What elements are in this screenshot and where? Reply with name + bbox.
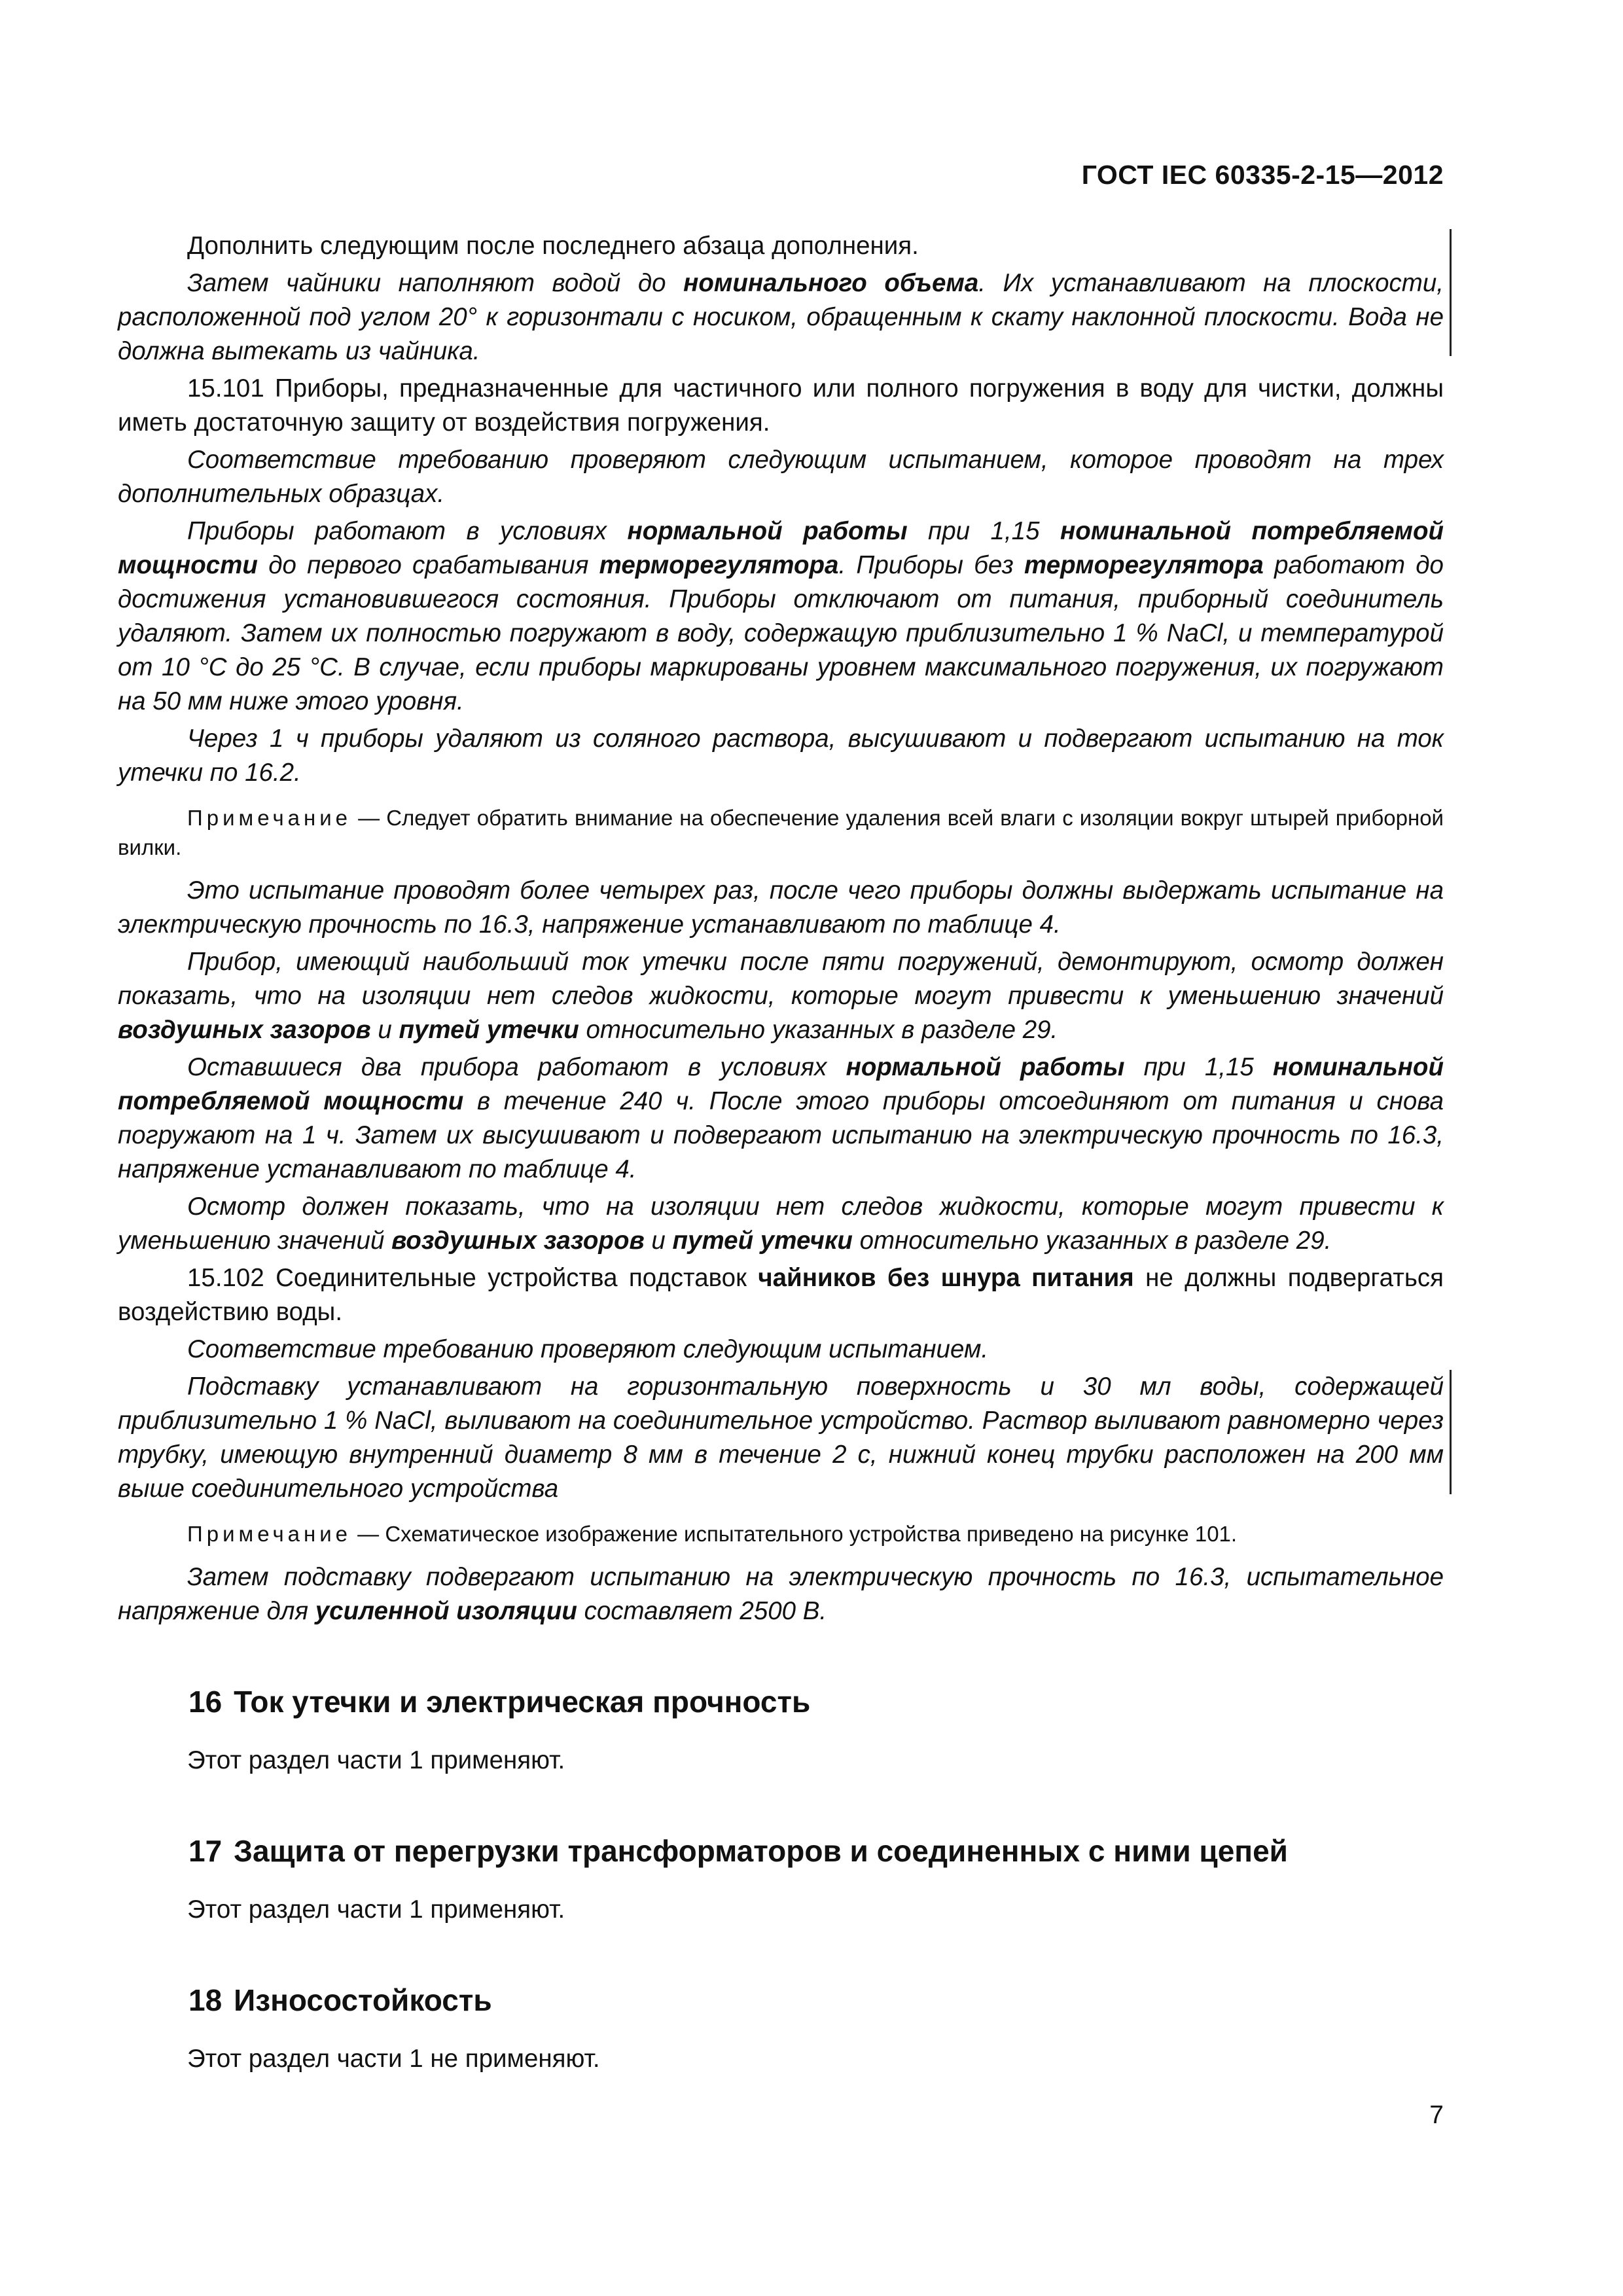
paragraph-disassembly: Прибор, имеющий наибольший ток утечки после пяти погружений, демонтируют, осмотр должен показать, что на изоляции нет следов жидкости, которые могут привести к уменьшению значений воздушных зазоров и путей утечки относительно указанных в разделе 29.: [118, 948, 1444, 1044]
section-16-text: Этот раздел части 1 применяют.: [187, 1746, 565, 1774]
clause-15-102: 15.102 Соединительные устройства подставок чайников без шнура питания не должны подвергаться воздействию воды.: [118, 1264, 1444, 1326]
paragraph-stand-test: Подставку устанавливают на горизонтальную поверхность и 30 мл воды, содержащей приблизительно 1 % NaCl, выливают на соединительное устройство. Раствор выливают равномерно через трубку, имеющую внутренний диаметр 8 мм в течение 2 с, нижний конец трубки расположен на 200 мм выше соединительного устройства: [118, 1372, 1444, 1503]
standard-code-header: ГОСТ IEC 60335-2-15—2012: [1081, 160, 1444, 190]
paragraph-remaining-appliances: Оставшиеся два прибора работают в условиях нормальной работы при 1,15 номинальной потребляемой мощности в течение 240 ч. После этого приборы отсоединяют от питания и снова погружают на 1 ч. Затем их высушивают и подвергают испытанию на электрическую прочность по 16.3, напряжение устанавливают по таблице 4.: [118, 1053, 1444, 1183]
paragraph-compliance-check-2: Соответствие требованию проверяют следующим испытанием.: [187, 1335, 989, 1363]
paragraph-addition-intro: Дополнить следующим после последнего абзаца дополнения.: [187, 232, 919, 260]
section-18-heading: 18 Износостойкость: [188, 1983, 492, 2017]
paragraph-operating-conditions: Приборы работают в условиях нормальной работы при 1,15 номинальной потребляемой мощности до первого срабатывания терморегулятора. Приборы без терморегулятора работают до достижения установившегося состояния. Приборы отключают от питания, приборный соединитель удаляют. Затем их полностью погружают в воду, содержащую приблизительно 1 % NaCl, и температурой от 10 °С до 25 °С. В случае, если приборы маркированы уровнем максимального погружения, их погружают на 50 мм ниже этого уровня.: [118, 517, 1444, 715]
paragraph-salt-removal: Через 1 ч приборы удаляют из соляного раствора, высушивают и подвергают испытанию на ток утечки по 16.2.: [118, 725, 1444, 787]
page-number: 7: [1429, 2101, 1444, 2129]
change-bar: [1450, 229, 1452, 356]
note-1: Примечание — Следует обратить внимание на обеспечение удаления всей влаги с изоляции вокруг штырей приборной вилки.: [118, 806, 1444, 859]
paragraph-inspection: Осмотр должен показать, что на изоляции нет следов жидкости, которые могут привести к уменьшению значений воздушных зазоров и путей утечки относительно указанных в разделе 29.: [118, 1193, 1444, 1255]
section-17-text: Этот раздел части 1 применяют.: [187, 1895, 565, 1924]
note-label: Примечание: [187, 1522, 352, 1546]
note-2: Примечание — Схематическое изображение испытательного устройства приведено на рисунке 101.: [187, 1522, 1238, 1546]
paragraph-compliance-check: Соответствие требованию проверяют следующим испытанием, которое проводят на трех дополнительных образцах.: [118, 446, 1444, 508]
section-18-text: Этот раздел части 1 не применяют.: [187, 2045, 600, 2073]
change-bar: [1450, 1370, 1452, 1494]
paragraph-repeat-test: Это испытание проводят более четырех раз, после чего приборы должны выдержать испытание на электрическую прочность по 16.3, напряжение устанавливают по таблице 4.: [118, 876, 1444, 939]
section-17-heading: 17 Защита от перегрузки трансформаторов и соединенных с ними цепей: [188, 1834, 1288, 1868]
amended-block-1: [118, 229, 1444, 368]
note-label: Примечание: [187, 806, 352, 830]
clause-15-101: 15.101 Приборы, предназначенные для частичного или полного погружения в воду для чистки, должны иметь достаточную защиту от воздействия погружения.: [118, 374, 1444, 437]
paragraph-electric-strength: Затем подставку подвергают испытанию на электрическую прочность по 16.3, испытательное напряжение для усиленной изоляции составляет 2500 В.: [118, 1563, 1444, 1625]
paragraph-kettle-fill: Затем чайники наполняют водой до номинального объема. Их устанавливают на плоскости, расположенной под углом 20° к горизонтали с носиком, обращенным к скату наклонной плоскости. Вода не должна вытекать из чайника.: [118, 269, 1444, 365]
section-16-heading: 16 Ток утечки и электрическая прочность: [188, 1685, 811, 1719]
main-text: [118, 229, 1444, 2079]
amended-block-2: [118, 1370, 1444, 1506]
